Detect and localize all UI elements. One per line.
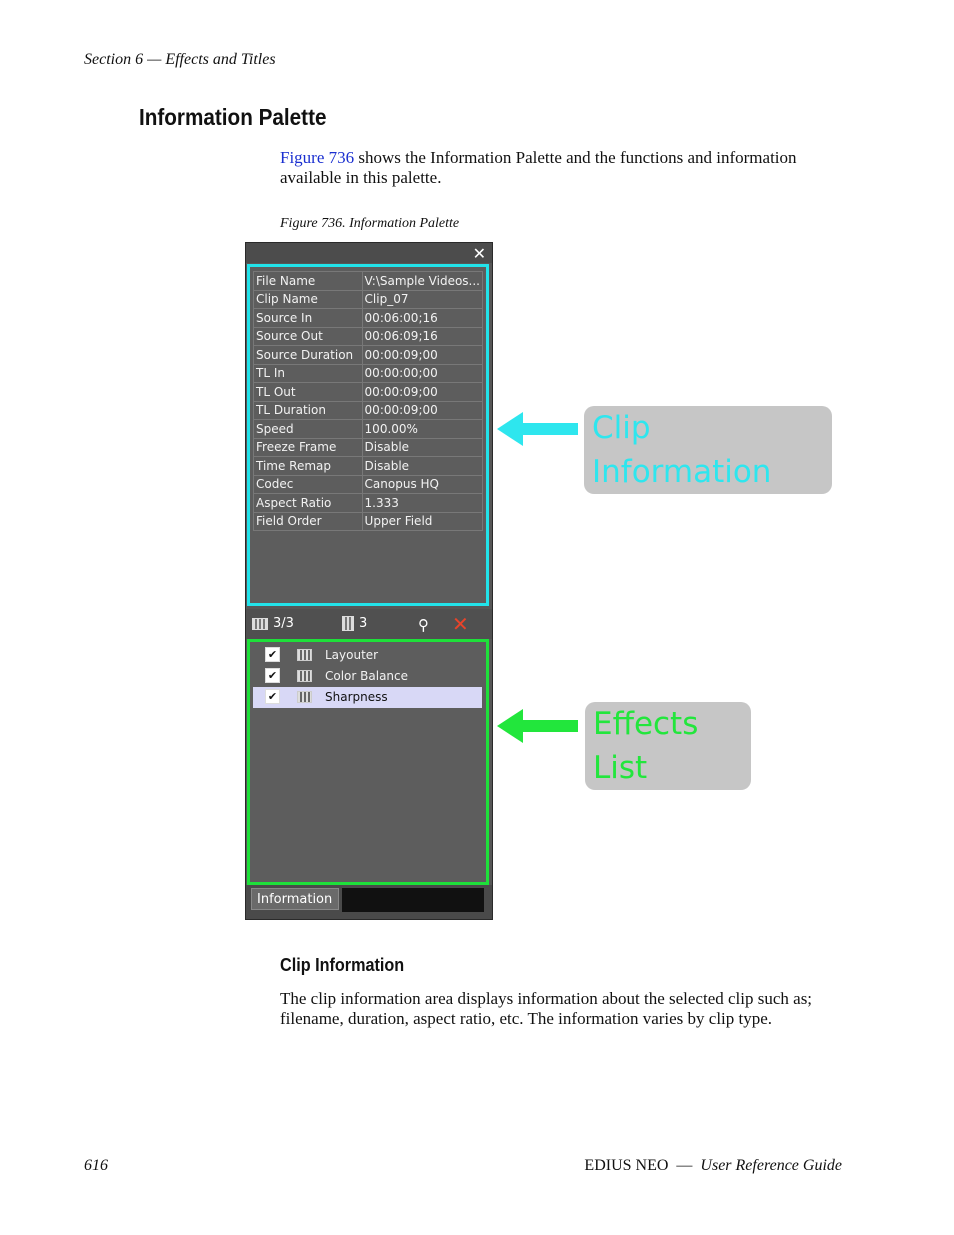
clip-info-value: 00:06:00;16: [362, 309, 482, 328]
effect-label: Layouter: [325, 648, 379, 662]
clip-info-label: File Name: [254, 272, 363, 291]
clip-info-value: 100.00%: [362, 420, 482, 439]
clip-info-label: Codec: [254, 475, 363, 494]
clip-info-row: [254, 438, 483, 457]
clip-info-label: Source In: [254, 309, 363, 328]
clip-information-callout: Clip Information: [584, 406, 832, 494]
clip-info-value: Canopus HQ: [362, 475, 482, 494]
effects-list-callout: Effects List: [585, 702, 751, 790]
running-header: Section 6 — Effects and Titles: [84, 51, 276, 68]
effect-checkbox[interactable]: ✔: [265, 668, 280, 683]
clip-info-value: Upper Field: [362, 512, 482, 531]
effect-label: Sharpness: [325, 690, 388, 704]
clip-info-value: 00:00:09;00: [362, 383, 482, 402]
clip-info-row: [254, 327, 483, 346]
delete-icon[interactable]: ✕: [452, 612, 469, 636]
clip-info-label: Clip Name: [254, 290, 363, 309]
effect-checkbox[interactable]: ✔: [265, 647, 280, 662]
effect-icon: [297, 691, 312, 703]
clip-info-value: Disable: [362, 438, 482, 457]
clip-info-row: [254, 494, 483, 513]
clip-info-value: 00:00:09;00: [362, 346, 482, 365]
clip-info-row: [254, 346, 483, 365]
page-title: Information Palette: [139, 104, 327, 130]
clip-info-row: [254, 290, 483, 309]
effect-icon: [297, 649, 312, 661]
effects-icon: [342, 616, 354, 631]
clip-info-label: TL In: [254, 364, 363, 383]
clip-info-row: [254, 420, 483, 439]
clip-info-value: V:\Sample Videos...: [362, 272, 482, 291]
effect-label: Color Balance: [325, 669, 409, 683]
clip-info-row: [254, 457, 483, 476]
close-icon[interactable]: ✕: [472, 244, 486, 263]
clip-info-value: Disable: [362, 457, 482, 476]
clip-info-label: Time Remap: [254, 457, 363, 476]
running-footer: EDIUS NEO — User Reference Guide: [584, 1157, 842, 1174]
clip-info-label: Source Out: [254, 327, 363, 346]
clip-info-label: Speed: [254, 420, 363, 439]
effect-checkbox[interactable]: ✔: [265, 689, 280, 704]
clip-info-label: TL Duration: [254, 401, 363, 420]
effect-item[interactable]: [253, 687, 482, 708]
figure-link[interactable]: Figure 736: [280, 148, 355, 167]
tabbar-fill: [342, 888, 484, 912]
clip-info-value: 00:00:09;00: [362, 401, 482, 420]
tab-information[interactable]: Information: [251, 888, 339, 910]
clip-info-label: Source Duration: [254, 346, 363, 365]
effects-list-arrow-shaft: [520, 720, 578, 732]
palette-toolbar: [246, 609, 492, 639]
clip-info-arrow-shaft: [520, 423, 578, 435]
clip-info-label: Freeze Frame: [254, 438, 363, 457]
clip-info-row: [254, 272, 483, 291]
clip-info-row: [254, 512, 483, 531]
section-subheading: Clip Information: [280, 955, 405, 975]
effect-count: 3: [342, 616, 367, 631]
palette-titlebar: [246, 243, 492, 263]
clip-info-value: Clip_07: [362, 290, 482, 309]
clip-info-label: TL Out: [254, 383, 363, 402]
clip-info-label: Aspect Ratio: [254, 494, 363, 513]
clip-info-row: [254, 309, 483, 328]
clip-info-value: 1.333: [362, 494, 482, 513]
effect-icon: [297, 670, 312, 682]
effect-item[interactable]: [253, 666, 482, 687]
intro-paragraph: [280, 148, 840, 188]
intro-text: shows the Information Palette and the functions and information available in this palette.: [280, 148, 797, 187]
clip-info-value: 00:00:00;00: [362, 364, 482, 383]
clip-count: 3/3: [252, 616, 294, 631]
effect-item[interactable]: [253, 645, 482, 666]
clip-info-value: 00:06:09;16: [362, 327, 482, 346]
clip-icon: [252, 618, 268, 630]
body-paragraph: The clip information area displays information about the selected clip such as; filename, duration, aspect ratio, etc. The information varies by clip type.: [280, 989, 813, 1028]
clip-info-row: [254, 475, 483, 494]
find-effect-icon[interactable]: ⚲: [418, 616, 429, 634]
effects-list-area: [247, 639, 489, 885]
clip-info-table: [253, 271, 483, 531]
clip-info-row: [254, 401, 483, 420]
clip-info-row: [254, 383, 483, 402]
clip-information-area: [247, 264, 489, 606]
clip-info-label: Field Order: [254, 512, 363, 531]
palette-tabbar: [246, 885, 492, 919]
page-number: 616: [84, 1157, 108, 1174]
figure-caption: Figure 736. Information Palette: [280, 216, 460, 231]
clip-info-row: [254, 364, 483, 383]
information-palette: [245, 242, 493, 920]
